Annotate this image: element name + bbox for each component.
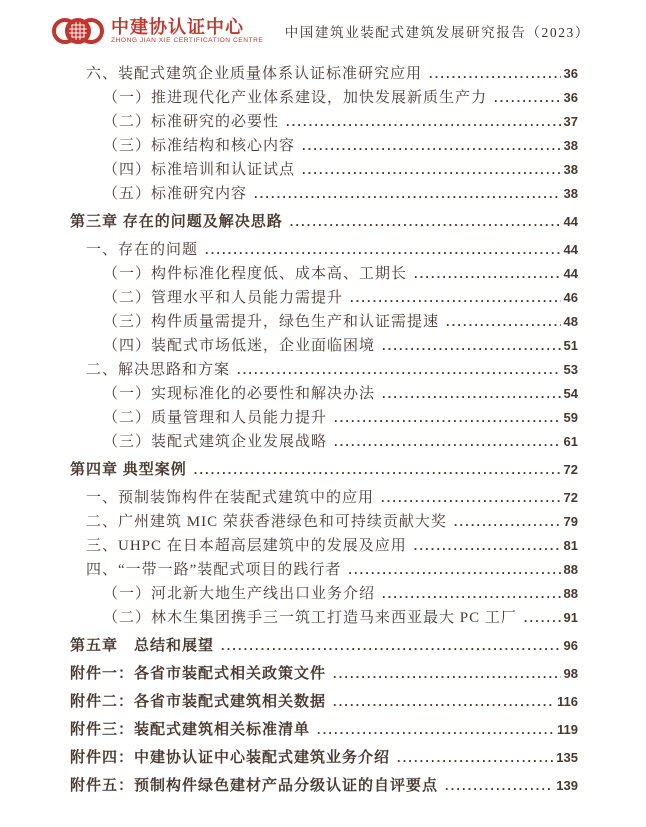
dotted-leader — [334, 430, 561, 454]
toc-entry[interactable] — [70, 86, 578, 110]
dotted-leader — [350, 286, 561, 310]
toc-page-number: 119 — [557, 722, 578, 737]
toc-entry-title: 附件四：中建协认证中心装配式建筑业务介绍 — [70, 750, 391, 766]
dotted-leader — [494, 86, 561, 110]
dotted-leader — [445, 774, 553, 798]
toc-page-number: 91 — [563, 610, 578, 625]
toc-entry[interactable] — [70, 382, 578, 406]
toc-page-number: 61 — [563, 434, 578, 449]
dotted-leader — [334, 406, 561, 430]
toc-page-number: 38 — [563, 186, 578, 201]
toc-page-number: 51 — [563, 338, 578, 353]
toc-entry[interactable] — [70, 358, 578, 382]
toc-entry[interactable] — [70, 774, 578, 798]
dotted-leader — [333, 690, 554, 714]
toc-entry[interactable] — [70, 262, 578, 286]
toc-entry-title: （四）装配式市场低迷，企业面临困境 — [103, 338, 376, 354]
toc-entry-title: 附件五：预制构件绿色建材产品分级认证的自评要点 — [70, 778, 439, 794]
dotted-leader — [382, 382, 561, 406]
toc-entry[interactable] — [70, 286, 578, 310]
dotted-leader — [317, 718, 554, 742]
toc-page-number: 72 — [563, 490, 578, 505]
logo-text — [111, 18, 263, 45]
table-of-contents — [0, 50, 646, 798]
toc-entry[interactable] — [70, 662, 578, 686]
toc-entry-title: 二、解决思路和方案 — [86, 362, 231, 378]
toc-entry-title: 第三章 存在的问题及解决思路 — [70, 214, 283, 230]
toc-page-number: 36 — [563, 90, 578, 105]
toc-entry-title: （五）标准研究内容 — [103, 186, 248, 202]
dotted-leader — [254, 182, 561, 206]
toc-entry-title: （二）质量管理和人员能力提升 — [103, 410, 328, 426]
toc-entry[interactable] — [70, 558, 578, 582]
dotted-leader — [237, 358, 561, 382]
dotted-leader — [414, 534, 561, 558]
page-header — [0, 0, 646, 50]
dotted-leader — [333, 662, 561, 686]
toc-entry[interactable] — [70, 458, 578, 482]
dotted-leader — [205, 238, 561, 262]
toc-entry[interactable] — [70, 110, 578, 134]
dotted-leader — [524, 606, 561, 630]
dotted-leader — [302, 158, 561, 182]
toc-entry[interactable] — [70, 430, 578, 454]
toc-entry-title: （二）林木生集团携手三一筑工打造马来西亚最大 PC 工厂 — [103, 610, 517, 626]
logo — [52, 16, 263, 46]
toc-entry[interactable] — [70, 486, 578, 510]
toc-page-number: 98 — [563, 666, 578, 681]
dotted-leader — [221, 634, 561, 658]
logo-name-en: ZHONG JIAN XIE CERTIFICATION CENTRE — [111, 36, 264, 44]
dotted-leader — [382, 334, 561, 358]
toc-page-number: 72 — [563, 462, 578, 477]
dotted-leader — [397, 746, 553, 770]
toc-page-number: 116 — [557, 694, 578, 709]
toc-page-number: 96 — [563, 638, 578, 653]
toc-page-number: 44 — [563, 242, 578, 257]
toc-entry-title: （三）装配式建筑企业发展战略 — [103, 434, 328, 450]
toc-entry[interactable] — [70, 718, 578, 742]
dotted-leader — [290, 210, 561, 234]
toc-entry[interactable] — [70, 334, 578, 358]
toc-entry[interactable] — [70, 134, 578, 158]
toc-entry[interactable] — [70, 534, 578, 558]
toc-entry[interactable] — [70, 606, 578, 630]
toc-page-number: 59 — [563, 410, 578, 425]
dotted-leader — [429, 62, 561, 86]
toc-entry-title: 三、UHPC 在日本超高层建筑中的发展及应用 — [86, 538, 407, 554]
report-title: 中国建筑业装配式建筑发展研究报告（2023） — [284, 25, 590, 40]
toc-page-number: 88 — [563, 586, 578, 601]
toc-entry-title: （三）构件质量需提升，绿色生产和认证需提速 — [103, 314, 440, 330]
toc-entry-title: 附件一：各省市装配式相关政策文件 — [70, 666, 327, 682]
toc-entry-title: 二、广州建筑 MIC 荣获香港绿色和可持续贡献大奖 — [86, 514, 447, 530]
toc-page-number: 48 — [563, 314, 578, 329]
toc-entry-title: 一、预制装饰构件在装配式建筑中的应用 — [86, 490, 375, 506]
toc-entry-title: （一）河北新大地生产线出口业务介绍 — [103, 586, 376, 602]
toc-entry-title: 六、装配式建筑企业质量体系认证标准研究应用 — [86, 66, 423, 82]
interlocked-circles-icon — [52, 16, 104, 46]
toc-page-number: 44 — [563, 214, 578, 229]
dotted-leader — [414, 262, 561, 286]
toc-page-number: 79 — [563, 514, 578, 529]
toc-entry-title: （一）构件标准化程度低、成本高、工期长 — [103, 266, 408, 282]
toc-entry[interactable] — [70, 238, 578, 262]
toc-entry-title: 四、“一带一路”装配式项目的践行者 — [86, 562, 342, 578]
toc-page-number: 81 — [563, 538, 578, 553]
toc-entry[interactable] — [70, 210, 578, 234]
toc-entry-title: （一）推进现代化产业体系建设，加快发展新质生产力 — [103, 90, 488, 106]
toc-entry[interactable] — [70, 634, 578, 658]
toc-entry[interactable] — [70, 746, 578, 770]
toc-page-number: 38 — [563, 138, 578, 153]
toc-entry[interactable] — [70, 310, 578, 334]
dotted-leader — [286, 110, 561, 134]
toc-entry-title: （四）标准培训和认证试点 — [103, 162, 296, 178]
toc-page-number: 54 — [563, 386, 578, 401]
toc-entry-title: （一）实现标准化的必要性和解决办法 — [103, 386, 376, 402]
toc-entry-title: 一、存在的问题 — [86, 242, 199, 258]
toc-page-number: 139 — [556, 778, 578, 793]
toc-entry[interactable] — [70, 582, 578, 606]
toc-entry-title: 附件二：各省市装配式建筑相关数据 — [70, 694, 327, 710]
logo-name-cn: 中建协认证中心 — [111, 16, 244, 37]
dotted-leader — [302, 134, 561, 158]
toc-entry[interactable] — [70, 510, 578, 534]
dotted-leader — [446, 310, 561, 334]
toc-entry-title: 第四章 典型案例 — [70, 462, 187, 478]
toc-entry[interactable] — [70, 690, 578, 714]
toc-entry[interactable] — [70, 62, 578, 86]
toc-page-number: 53 — [563, 362, 578, 377]
toc-entry[interactable] — [70, 182, 578, 206]
toc-entry[interactable] — [70, 158, 578, 182]
dotted-leader — [194, 458, 561, 482]
dotted-leader — [348, 558, 560, 582]
dotted-leader — [382, 582, 561, 606]
toc-page-number: 44 — [563, 266, 578, 281]
toc-entry-title: （二）管理水平和人员能力需提升 — [103, 290, 344, 306]
toc-page-number: 36 — [563, 66, 578, 81]
dotted-leader — [454, 510, 561, 534]
toc-page-number: 46 — [563, 290, 578, 305]
dotted-leader — [381, 486, 561, 510]
toc-page-number: 37 — [563, 114, 578, 129]
toc-entry-title: 第五章 总结和展望 — [70, 638, 215, 654]
toc-page-number: 38 — [563, 162, 578, 177]
toc-page-number: 88 — [563, 562, 578, 577]
toc-entry[interactable] — [70, 406, 578, 430]
toc-entry-title: （二）标准研究的必要性 — [103, 114, 280, 130]
toc-entry-title: （三）标准结构和核心内容 — [103, 138, 296, 154]
toc-entry-title: 附件三：装配式建筑相关标准清单 — [70, 722, 311, 738]
toc-page-number: 135 — [556, 750, 578, 765]
